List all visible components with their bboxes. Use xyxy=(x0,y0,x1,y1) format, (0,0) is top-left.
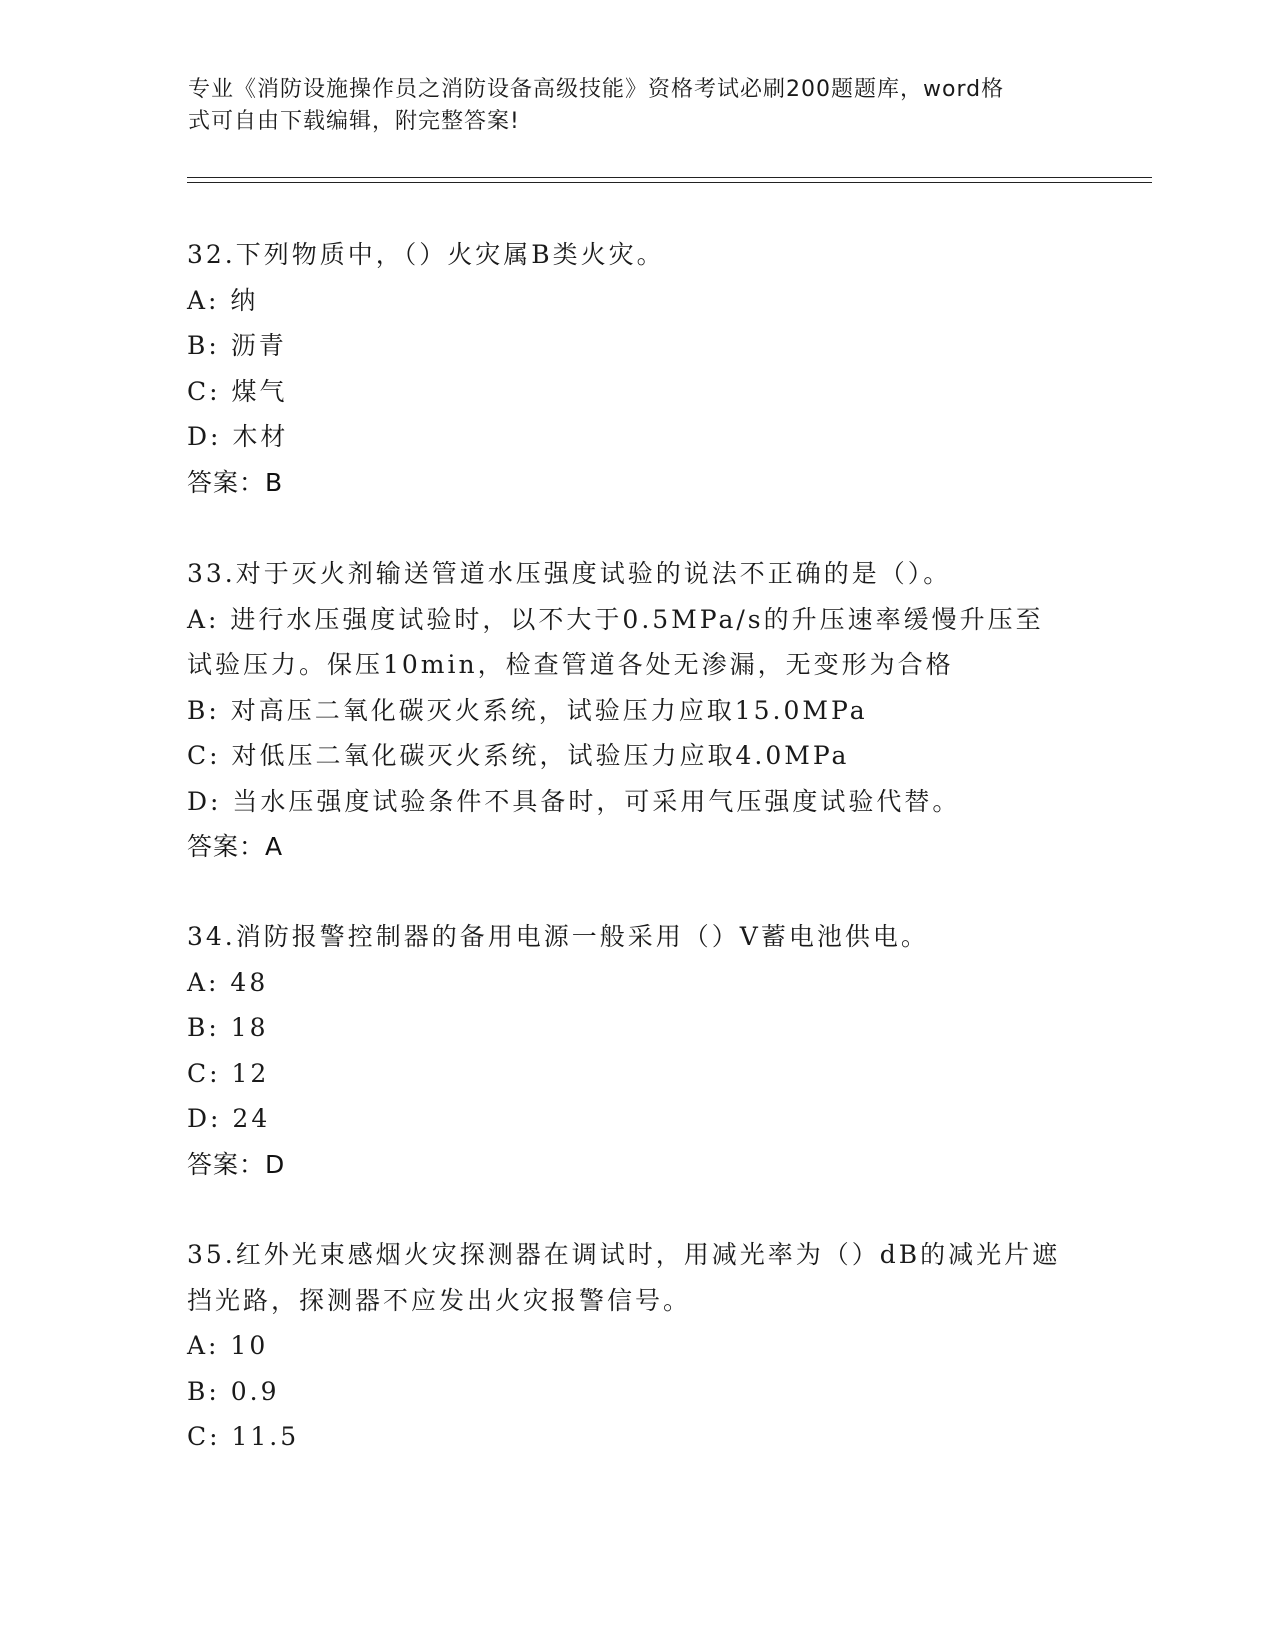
answer-label: 答案：B xyxy=(187,467,284,497)
option-c: C: 12 xyxy=(187,1058,270,1088)
question-stem: 33.对于灭火剂输送管道水压强度试验的说法不正确的是（）。 xyxy=(187,559,952,588)
question-33 xyxy=(187,551,1087,870)
option-b: B: 沥青 xyxy=(187,331,287,360)
header-divider-top xyxy=(187,177,1152,178)
option-a: A: 进行水压强度试验时，以不大于0.5MPa/s的升压速率缓慢升压至 xyxy=(187,604,1044,634)
question-35 xyxy=(187,1232,1087,1460)
option-a: A: 48 xyxy=(187,967,269,997)
answer-label: 答案：D xyxy=(187,1149,286,1179)
option-a: A: 10 xyxy=(187,1331,269,1360)
question-stem-continued: 挡光路，探测器不应发出火灾报警信号。 xyxy=(187,1285,692,1315)
header-line-1: 专业《消防设施操作员之消防设备高级技能》资格考试必刷200题题库，word格 xyxy=(188,77,1005,102)
option-c: C: 煤气 xyxy=(187,376,288,406)
question-34 xyxy=(187,914,1087,1187)
option-d: D: 木材 xyxy=(187,422,289,451)
question-32 xyxy=(187,232,1087,505)
option-d: D: 当水压强度试验条件不具备时，可采用气压强度试验代替。 xyxy=(187,786,961,816)
option-a: A: 纳 xyxy=(187,285,259,315)
option-a-continued: 试验压力。保压10min，检查管道各处无渗漏，无变形为合格 xyxy=(187,650,954,679)
document-header xyxy=(188,74,1068,138)
option-b: B: 0.9 xyxy=(187,1376,280,1406)
option-d: D: 24 xyxy=(187,1104,271,1133)
option-b: B: 对高压二氧化碳灭火系统，试验压力应取15.0MPa xyxy=(187,695,868,725)
option-b: B: 18 xyxy=(187,1013,269,1042)
option-c: C: 11.5 xyxy=(187,1422,300,1451)
option-c: C: 对低压二氧化碳灭火系统，试验压力应取4.0MPa xyxy=(187,741,850,770)
header-divider-bottom xyxy=(187,182,1152,183)
header-line-2: 式可自由下载编辑，附完整答案! xyxy=(188,109,520,134)
question-stem: 35.红外光束感烟火灾探测器在调试时，用减光率为（）dB的减光片遮 xyxy=(187,1240,1061,1269)
question-stem: 34.消防报警控制器的备用电源一般采用（）V蓄电池供电。 xyxy=(187,922,929,951)
answer-label: 答案：A xyxy=(187,832,284,861)
question-stem: 32.下列物质中，（）火灾属B类火灾。 xyxy=(187,240,665,269)
